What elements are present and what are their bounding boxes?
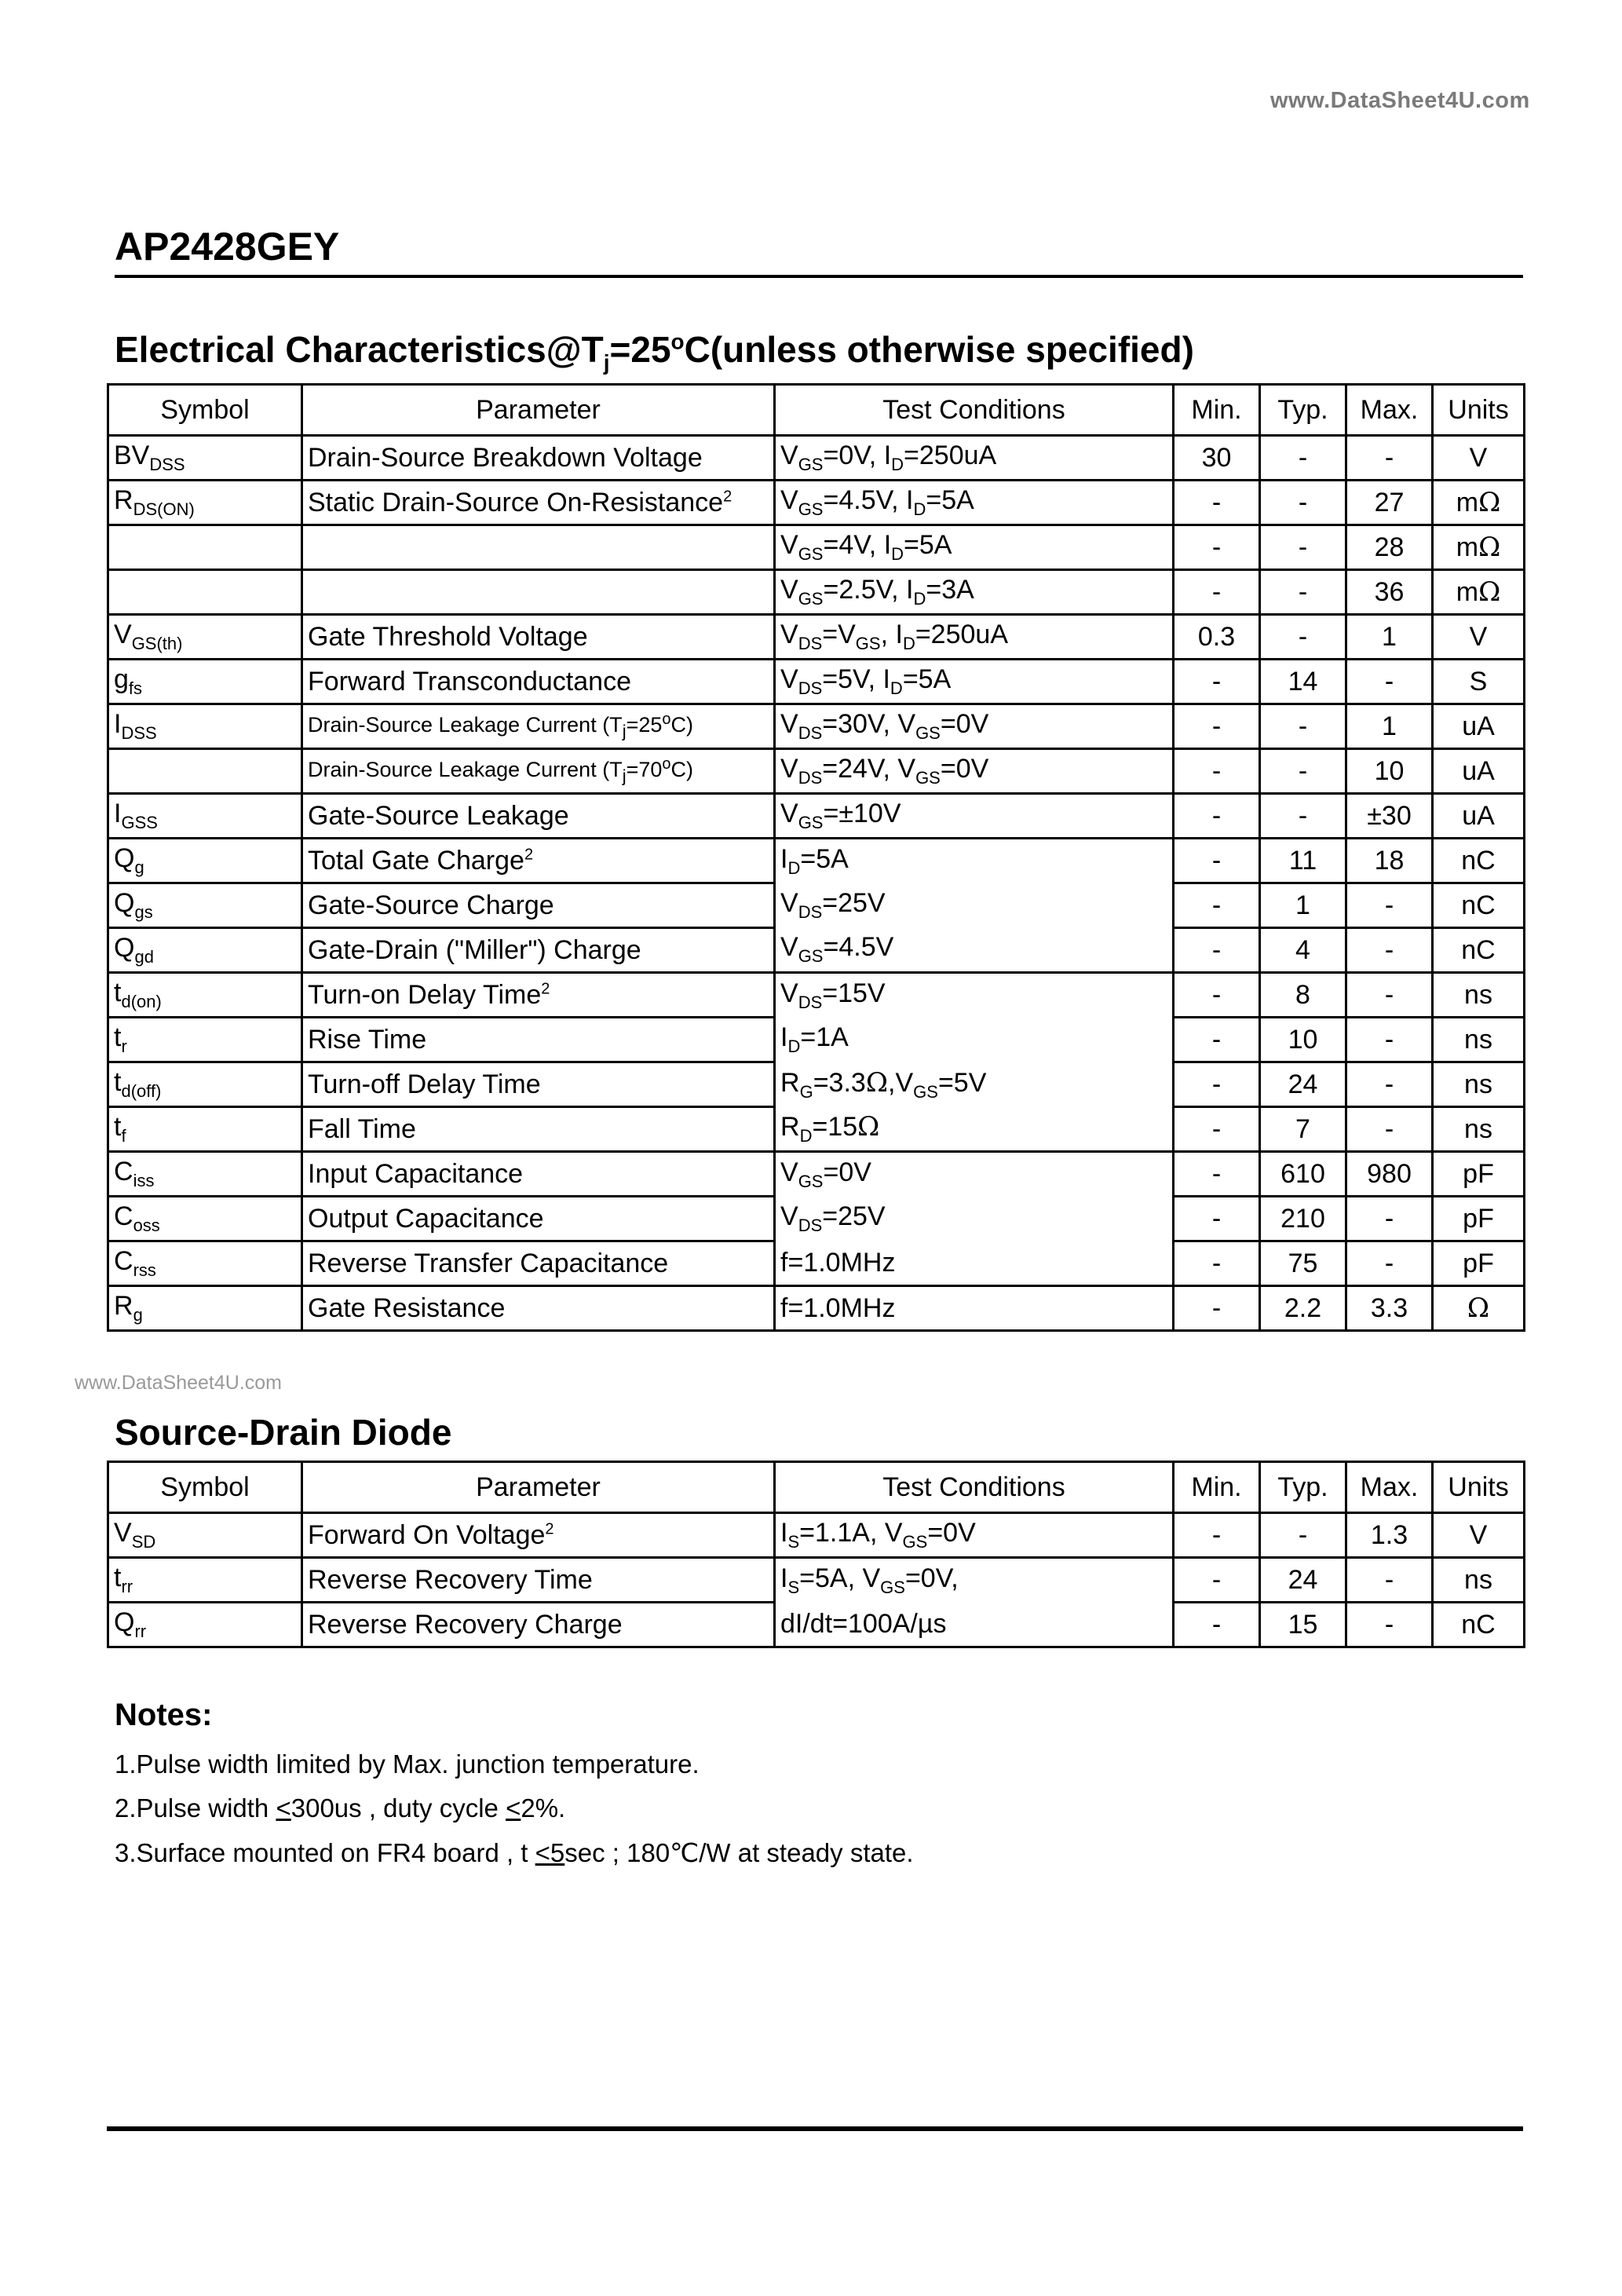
max-cell: - — [1346, 660, 1433, 704]
table-header-row — [108, 1462, 1525, 1513]
parameter-cell: Forward On Voltage$^2$ — [302, 1513, 775, 1558]
parameter-cell: Turn-on Delay Time$^2$ — [302, 973, 775, 1018]
symbol-cell: $C_{rss}$ — [108, 1241, 302, 1286]
unit-cell: ns — [1433, 1018, 1525, 1062]
symbol-cell: $t_{d(on)}$ — [108, 973, 302, 1018]
min-cell: - — [1174, 794, 1260, 839]
table-row — [108, 973, 1525, 1018]
column-header: Symbol — [108, 1462, 302, 1513]
column-header: Test Conditions — [775, 1462, 1174, 1513]
parameter-cell: Total Gate Charge$^2$ — [302, 839, 775, 883]
min-cell: - — [1174, 1286, 1260, 1331]
symbol-cell: $V_{GS(th)}$ — [108, 615, 302, 660]
typ-cell: - — [1260, 794, 1346, 839]
max-cell: - — [1346, 928, 1433, 973]
symbol-cell: $C_{iss}$ — [108, 1152, 302, 1197]
unit-cell: Ω — [1433, 1286, 1525, 1331]
table-row — [108, 928, 1525, 973]
table-row — [108, 481, 1525, 525]
unit-cell: uA — [1433, 794, 1525, 839]
unit-cell: S — [1433, 660, 1525, 704]
test-condition-cell: $V_{GS}=4.5V$ — [775, 928, 1174, 973]
typ-cell: 11 — [1260, 839, 1346, 883]
typ-cell: 24 — [1260, 1062, 1346, 1107]
test-condition-cell: $V_{DS}=5V$, $I_D=5A$ — [775, 660, 1174, 704]
unit-cell: nC — [1433, 839, 1525, 883]
parameter-cell: Gate Resistance — [302, 1286, 775, 1331]
test-condition-cell: $V_{DS}=30V$, $V_{GS}=0V$ — [775, 704, 1174, 749]
min-cell: - — [1174, 481, 1260, 525]
typ-cell: 610 — [1260, 1152, 1346, 1197]
test-condition-cell: $V_{GS}=0V$ — [775, 1152, 1174, 1197]
test-condition-cell: $V_{DS}=V_{GS}$, $I_D=250uA$ — [775, 615, 1174, 660]
column-header: Max. — [1346, 1462, 1433, 1513]
typ-cell: 75 — [1260, 1241, 1346, 1286]
parameter-cell: Reverse Transfer Capacitance — [302, 1241, 775, 1286]
unit-cell: uA — [1433, 704, 1525, 749]
typ-cell: - — [1260, 615, 1346, 660]
parameter-cell: Gate-Source Charge — [302, 883, 775, 928]
electrical-section-title: Electrical $Characteristics@T_j=25^oC(unless$ otherwise specified) — [115, 329, 1194, 375]
typ-cell: 8 — [1260, 973, 1346, 1018]
symbol-cell: $t_r$ — [108, 1018, 302, 1062]
symbol-cell: $t_{d(off)}$ — [108, 1062, 302, 1107]
table-row — [108, 839, 1525, 883]
note-3: 3.Surface mounted on FR4 board , t <5sec ; 180℃/W at steady state. — [115, 1838, 914, 1867]
column-header: Units — [1433, 1462, 1525, 1513]
min-cell: - — [1174, 928, 1260, 973]
symbol-cell: $Q_g$ — [108, 839, 302, 883]
min-cell: - — [1174, 1558, 1260, 1603]
test-condition-cell: $V_{GS}=\pm 10V$ — [775, 794, 1174, 839]
parameter-cell: Input Capacitance — [302, 1152, 775, 1197]
test-condition-cell: $R_G=3.3\Omega,V_{GS}=5V$ — [775, 1062, 1174, 1107]
table-row — [108, 1241, 1525, 1286]
source-drain-diode-table — [107, 1461, 1525, 1648]
unit-cell: ns — [1433, 973, 1525, 1018]
symbol-cell — [108, 570, 302, 615]
unit-cell: V — [1433, 1513, 1525, 1558]
parameter-cell: Gate-Source Leakage — [302, 794, 775, 839]
max-cell: 1 — [1346, 615, 1433, 660]
max-cell: 28 — [1346, 525, 1433, 570]
table-row — [108, 615, 1525, 660]
max-cell: - — [1346, 1603, 1433, 1647]
min-cell: - — [1174, 704, 1260, 749]
table-row — [108, 1197, 1525, 1241]
min-cell: - — [1174, 525, 1260, 570]
typ-cell: 7 — [1260, 1107, 1346, 1152]
parameter-cell: Drain-Source Leakage Current $(T_j=25^oC)$ — [302, 704, 775, 749]
parameter-cell: Gate Threshold Voltage — [302, 615, 775, 660]
table-row — [108, 436, 1525, 481]
table-row — [108, 704, 1525, 749]
symbol-cell — [108, 749, 302, 794]
unit-cell: nC — [1433, 928, 1525, 973]
test-condition-cell: $I_D=5A$ — [775, 839, 1174, 883]
parameter-cell: Forward Transconductance — [302, 660, 775, 704]
column-header: Parameter — [302, 385, 775, 436]
table-row — [108, 1107, 1525, 1152]
symbol-cell: $R_{DS(ON)}$ — [108, 481, 302, 525]
table-row — [108, 570, 1525, 615]
typ-cell: 15 — [1260, 1603, 1346, 1647]
max-cell: 27 — [1346, 481, 1433, 525]
table-row — [108, 1152, 1525, 1197]
min-cell: - — [1174, 973, 1260, 1018]
max-cell: ±30 — [1346, 794, 1433, 839]
symbol-cell: $V_{SD}$ — [108, 1513, 302, 1558]
unit-cell: mΩ — [1433, 570, 1525, 615]
max-cell: 1 — [1346, 704, 1433, 749]
symbol-cell: $g_{fs}$ — [108, 660, 302, 704]
watermark-top: www.DataSheet4U.com — [1270, 88, 1530, 113]
min-cell: 30 — [1174, 436, 1260, 481]
test-condition-cell: $V_{DS}=24V$, $V_{GS}=0V$ — [775, 749, 1174, 794]
min-cell: - — [1174, 660, 1260, 704]
unit-cell: V — [1433, 436, 1525, 481]
parameter-cell: Reverse Recovery Time — [302, 1558, 775, 1603]
max-cell: - — [1346, 973, 1433, 1018]
parameter-cell: Drain-Source Leakage Current $(T_j=70^oC)$ — [302, 749, 775, 794]
min-cell: - — [1174, 1062, 1260, 1107]
symbol-cell: $Q_{gs}$ — [108, 883, 302, 928]
typ-cell: 24 — [1260, 1558, 1346, 1603]
column-header: Test Conditions — [775, 385, 1174, 436]
symbol-cell: $I_{DSS}$ — [108, 704, 302, 749]
test-condition-cell: dI/dt=100A/µs — [775, 1603, 1174, 1647]
unit-cell: pF — [1433, 1197, 1525, 1241]
test-condition-cell: $I_D=1A$ — [775, 1018, 1174, 1062]
max-cell: - — [1346, 1018, 1433, 1062]
min-cell: - — [1174, 1603, 1260, 1647]
electrical-characteristics-table — [107, 383, 1525, 1332]
max-cell: 3.3 — [1346, 1286, 1433, 1331]
symbol-cell: $C_{oss}$ — [108, 1197, 302, 1241]
test-condition-cell: $I_S=1.1A$, $V_{GS}=0V$ — [775, 1513, 1174, 1558]
parameter-cell: Drain-Source Breakdown Voltage — [302, 436, 775, 481]
unit-cell: pF — [1433, 1152, 1525, 1197]
max-cell: 1.3 — [1346, 1513, 1433, 1558]
typ-cell: - — [1260, 481, 1346, 525]
notes-title: Notes: — [115, 1698, 213, 1732]
min-cell: 0.3 — [1174, 615, 1260, 660]
test-condition-cell: $R_D=15\Omega$ — [775, 1107, 1174, 1152]
min-cell: - — [1174, 570, 1260, 615]
max-cell: 980 — [1346, 1152, 1433, 1197]
test-condition-cell: f=1.0MHz — [775, 1241, 1174, 1286]
test-condition-cell: $I_S=5A$, $V_{GS}=0V$, — [775, 1558, 1174, 1603]
max-cell: - — [1346, 883, 1433, 928]
min-cell: - — [1174, 883, 1260, 928]
parameter-cell: Gate-Drain ("Miller") Charge — [302, 928, 775, 973]
unit-cell: ns — [1433, 1107, 1525, 1152]
typ-cell: 4 — [1260, 928, 1346, 973]
min-cell: - — [1174, 1197, 1260, 1241]
max-cell: - — [1346, 436, 1433, 481]
min-cell: - — [1174, 749, 1260, 794]
column-header: Min. — [1174, 385, 1260, 436]
column-header: Symbol — [108, 385, 302, 436]
title-rule — [115, 275, 1523, 278]
symbol-cell: $t_f$ — [108, 1107, 302, 1152]
table-row — [108, 1558, 1525, 1603]
test-condition-cell: $V_{GS}=4.5V$, $I_D=5A$ — [775, 481, 1174, 525]
symbol-cell: $t_{rr}$ — [108, 1558, 302, 1603]
table-row — [108, 1062, 1525, 1107]
test-condition-cell: $V_{DS}=25V$ — [775, 883, 1174, 928]
footer-rule — [107, 2126, 1523, 2131]
typ-cell: - — [1260, 749, 1346, 794]
note-2: 2.Pulse width <300us , duty cycle <2%. — [115, 1793, 566, 1823]
unit-cell: V — [1433, 615, 1525, 660]
unit-cell: nC — [1433, 1603, 1525, 1647]
typ-cell: - — [1260, 1513, 1346, 1558]
unit-cell: uA — [1433, 749, 1525, 794]
watermark-mid: www.DataSheet4U.com — [75, 1372, 283, 1394]
unit-cell: mΩ — [1433, 481, 1525, 525]
parameter-cell — [302, 570, 775, 615]
test-condition-cell: f=1.0MHz — [775, 1286, 1174, 1331]
typ-cell: 210 — [1260, 1197, 1346, 1241]
min-cell: - — [1174, 1152, 1260, 1197]
parameter-cell: Rise Time — [302, 1018, 775, 1062]
test-condition-cell: $V_{DS}=25V$ — [775, 1197, 1174, 1241]
table-row — [108, 660, 1525, 704]
max-cell: 18 — [1346, 839, 1433, 883]
parameter-cell: Turn-off Delay Time — [302, 1062, 775, 1107]
table-row — [108, 1603, 1525, 1647]
test-condition-cell: $V_{DS}=15V$ — [775, 973, 1174, 1018]
min-cell: - — [1174, 839, 1260, 883]
unit-cell: nC — [1433, 883, 1525, 928]
table-row — [108, 1018, 1525, 1062]
typ-cell: - — [1260, 525, 1346, 570]
unit-cell: ns — [1433, 1558, 1525, 1603]
max-cell: - — [1346, 1107, 1433, 1152]
typ-cell: 14 — [1260, 660, 1346, 704]
typ-cell: - — [1260, 436, 1346, 481]
test-condition-cell: $V_{GS}=2.5V$, $I_D=3A$ — [775, 570, 1174, 615]
max-cell: - — [1346, 1558, 1433, 1603]
typ-cell: 2.2 — [1260, 1286, 1346, 1331]
parameter-cell: Output Capacitance — [302, 1197, 775, 1241]
symbol-cell: $I_{GSS}$ — [108, 794, 302, 839]
symbol-cell: $BV_{DSS}$ — [108, 436, 302, 481]
column-header: Parameter — [302, 1462, 775, 1513]
typ-cell: - — [1260, 570, 1346, 615]
max-cell: 36 — [1346, 570, 1433, 615]
document-title: AP2428GEY — [115, 225, 340, 269]
symbol-cell — [108, 525, 302, 570]
min-cell: - — [1174, 1107, 1260, 1152]
unit-cell: ns — [1433, 1062, 1525, 1107]
symbol-cell: $R_g$ — [108, 1286, 302, 1331]
min-cell: - — [1174, 1018, 1260, 1062]
table-row — [108, 1513, 1525, 1558]
symbol-cell: $Q_{rr}$ — [108, 1603, 302, 1647]
min-cell: - — [1174, 1513, 1260, 1558]
table-row — [108, 1286, 1525, 1331]
column-header: Min. — [1174, 1462, 1260, 1513]
diode-section-title: Source-Drain Diode — [115, 1412, 452, 1453]
table-row — [108, 749, 1525, 794]
typ-cell: 10 — [1260, 1018, 1346, 1062]
table-header-row — [108, 385, 1525, 436]
table-row — [108, 883, 1525, 928]
unit-cell: pF — [1433, 1241, 1525, 1286]
test-condition-cell: $V_{GS}=0V$, $I_D=250uA$ — [775, 436, 1174, 481]
parameter-cell: Static Drain-Source On-Resistance$^2$ — [302, 481, 775, 525]
max-cell: - — [1346, 1197, 1433, 1241]
column-header: Typ. — [1260, 385, 1346, 436]
test-condition-cell: $V_{GS}=4V$, $I_D=5A$ — [775, 525, 1174, 570]
column-header: Typ. — [1260, 1462, 1346, 1513]
parameter-cell: Reverse Recovery Charge — [302, 1603, 775, 1647]
parameter-cell: Fall Time — [302, 1107, 775, 1152]
max-cell: - — [1346, 1062, 1433, 1107]
symbol-cell: $Q_{gd}$ — [108, 928, 302, 973]
table-row — [108, 525, 1525, 570]
note-1: 1.Pulse width limited by Max. junction temperature. — [115, 1749, 700, 1779]
max-cell: - — [1346, 1241, 1433, 1286]
typ-cell: - — [1260, 704, 1346, 749]
min-cell: - — [1174, 1241, 1260, 1286]
column-header: Max. — [1346, 385, 1433, 436]
max-cell: 10 — [1346, 749, 1433, 794]
table-row — [108, 794, 1525, 839]
unit-cell: mΩ — [1433, 525, 1525, 570]
typ-cell: 1 — [1260, 883, 1346, 928]
column-header: Units — [1433, 385, 1525, 436]
parameter-cell — [302, 525, 775, 570]
